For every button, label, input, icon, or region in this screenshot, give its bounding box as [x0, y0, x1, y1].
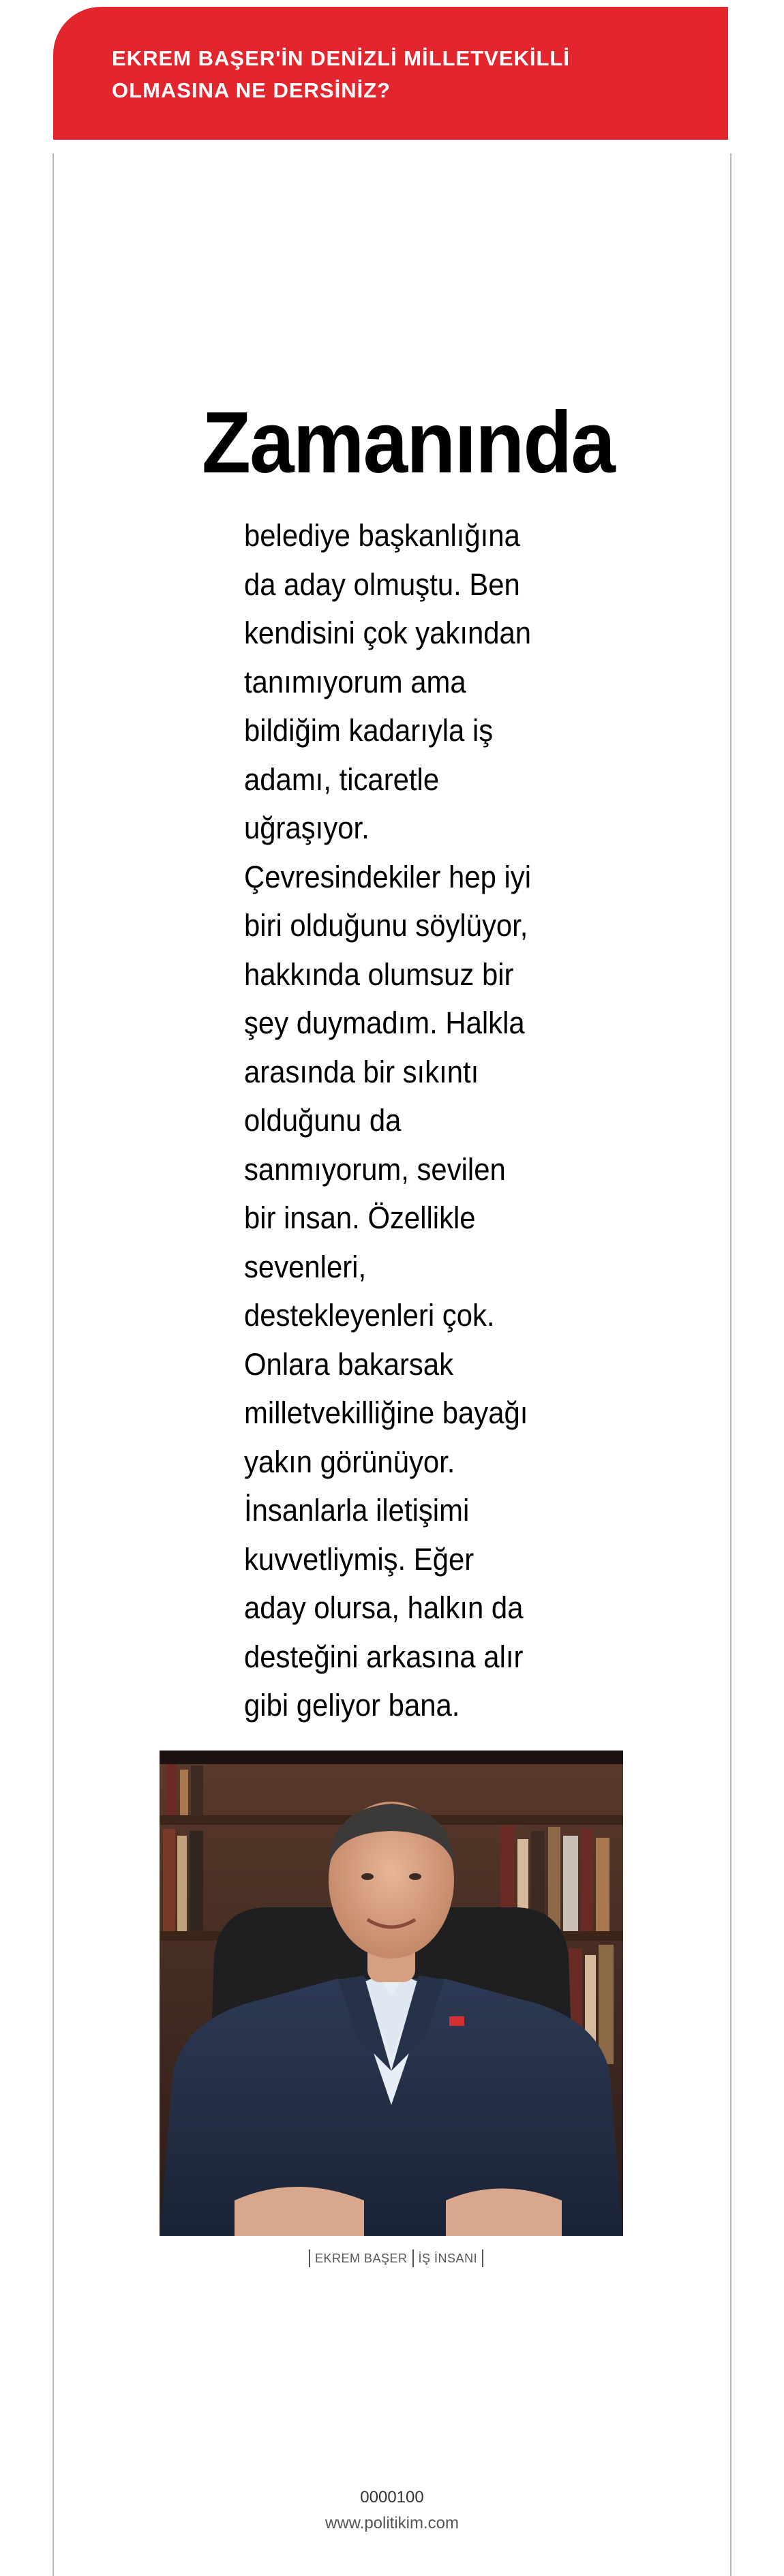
- footer-code: 0000100: [360, 2488, 424, 2506]
- article-headline: Zamanında: [202, 394, 615, 491]
- header-banner: [53, 7, 728, 140]
- caption-name: EKREM BAŞER: [315, 2251, 408, 2265]
- caption-role: İŞ İNSANI: [418, 2251, 478, 2265]
- frame-right-border: [730, 153, 732, 2576]
- footer-url[interactable]: www.politikim.com: [325, 2514, 459, 2532]
- caption-divider: [482, 2249, 483, 2267]
- caption-divider: [309, 2249, 310, 2267]
- article-body: belediye başkanlığına da aday olmuştu. Ben kendisini çok yakından tanımıyorum ama bildiğim kadarıyla iş adamı, ticaretle uğraşıyor. Çevresindekiler hep iyi biri olduğunu söylüyor, hakkında olumsuz bir şey duymadım. Halkla arasında bir sıkıntı olduğunu da sanmıyorum, sevilen bir insan. Özellikle sevenleri, destekleyenleri çok. Onlara bakarsak milletvekilliğine bayağı yakın görünüyor. İnsanlarla iletişimi kuvvetliymiş. Eğer aday olursa, halkın da desteğini arkasına alır gibi geliyor bana.: [244, 518, 532, 1723]
- header-title: EKREM BAŞER'İN DENİZLİ MİLLETVEKİLLİ OLMASINA NE DERSİNİZ?: [112, 46, 570, 102]
- frame-left-border: [52, 153, 54, 2576]
- portrait-photo: [160, 1751, 623, 2236]
- caption-divider: [412, 2249, 414, 2267]
- photo-caption: [304, 2248, 488, 2269]
